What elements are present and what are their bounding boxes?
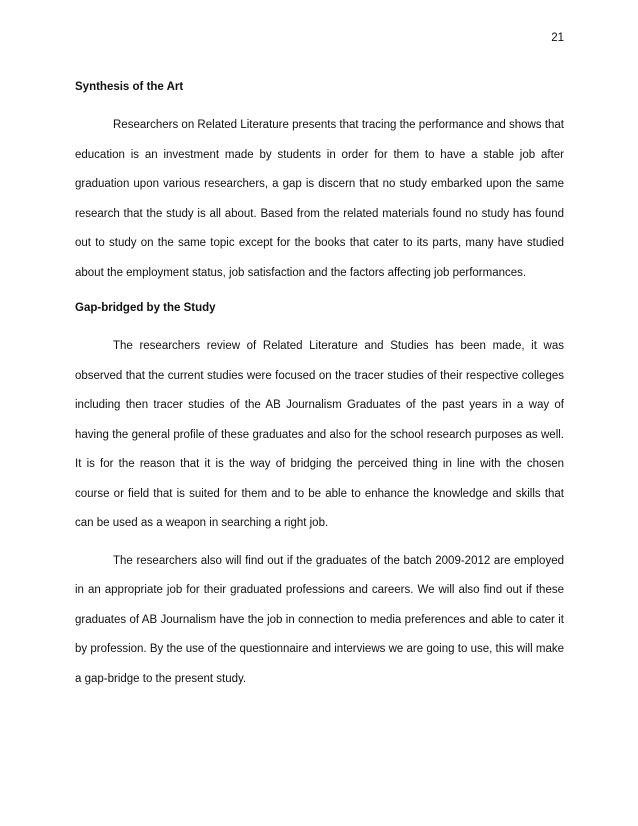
paragraph-synthesis: Researchers on Related Literature presents that tracing the performance and shows that education is an investment made by students in order for them to have a stable job after graduation upon various researchers, a gap is discern that no study embarked upon the same research that the study is all about. Based from the related materials found no study has found out to study on the same topic except for the books that cater to its parts, many have studied about the employment status, job satisfaction and the factors affecting job performances. — [75, 119, 564, 279]
section-heading-synthesis: Synthesis of the Art — [75, 81, 184, 93]
document-body — [75, 79, 564, 694]
paragraph-gap-bridged-1: The researchers review of Related Literature and Studies has been made, it was observed that the current studies were focused on the tracer studies of their respective colleges including then tracer studies of the AB Journalism Graduates of the past years in a way of having the general profile of these graduates and also for the school research purposes as well. It is for the reason that it is the way of bridging the perceived thing in line with the chosen course or field that is suited for them and to be able to enhance the knowledge and skills that can be used as a weapon in searching a right job. — [75, 340, 564, 529]
paragraph-gap-bridged-2: The researchers also will find out if the graduates of the batch 2009-2012 are employed in an appropriate job for their graduated professions and careers. We will also find out if these graduates of AB Journalism have the job in connection to media preferences and able to cater it by profession. By the use of the questionnaire and interviews we are going to use, this will make a gap-bridge to the present study. — [75, 554, 564, 685]
page-number: 21 — [551, 32, 564, 44]
section-heading-gap-bridged: Gap-bridged by the Study — [75, 302, 216, 314]
